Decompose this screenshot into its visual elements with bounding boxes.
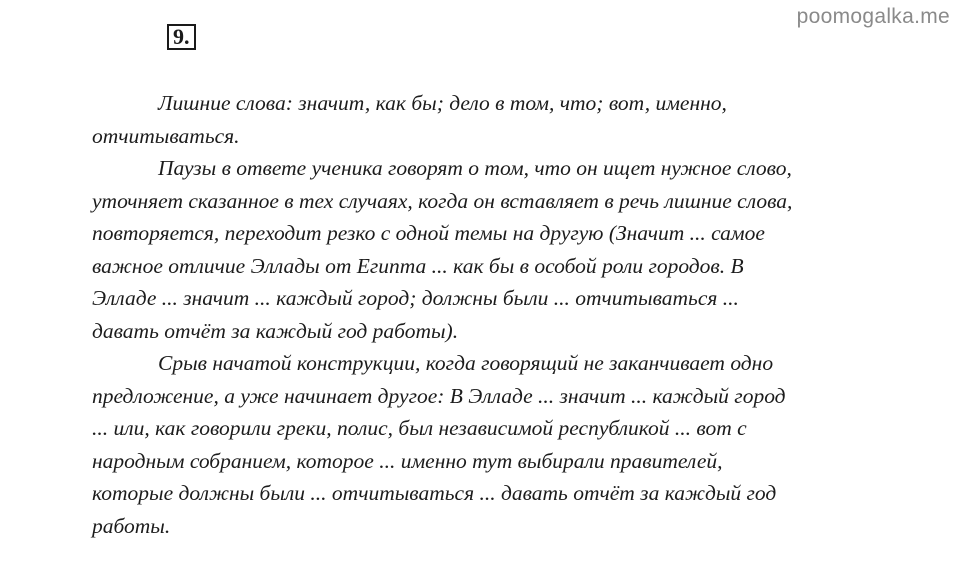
- text-line: важное отличие Эллады от Египта ... как бы в особой роли городов. В: [92, 253, 744, 278]
- text-line: народным собранием, которое ... именно тут выбирали правителей,: [92, 448, 723, 473]
- text-line: отчитываться.: [92, 123, 240, 148]
- text-line: Элладе ... значит ... каждый город; должны были ... отчитываться ...: [92, 286, 739, 310]
- text-line: давать отчёт за каждый год работы).: [92, 318, 459, 343]
- answer-text: [92, 87, 892, 542]
- site-watermark: poomogalka.me: [796, 5, 950, 28]
- text-line: Паузы в ответе ученика говорят о том, что он ищет нужное слово,: [158, 156, 792, 180]
- text-line: ... или, как говорили греки, полис, был независимой республикой ... вот с: [92, 416, 747, 440]
- text-line: Срыв начатой конструкции, когда говорящий не заканчивает одно: [158, 351, 774, 375]
- text-line: повторяется, переходит резко с одной темы на другую (Значит ... самое: [92, 221, 765, 245]
- exercise-number: 9.: [167, 24, 196, 50]
- text-line: уточняет сказанное в тех случаях, когда он вставляет в речь лишние слова,: [92, 188, 793, 213]
- text-line: предложение, а уже начинает другое: В Элладе ... значит ... каждый город: [92, 383, 786, 408]
- text-line: которые должны были ... отчитываться ... давать отчёт за каждый год: [92, 481, 777, 505]
- text-line: работы.: [92, 513, 171, 538]
- text-line: Лишние слова: значит, как бы; дело в том, что; вот, именно,: [158, 91, 727, 115]
